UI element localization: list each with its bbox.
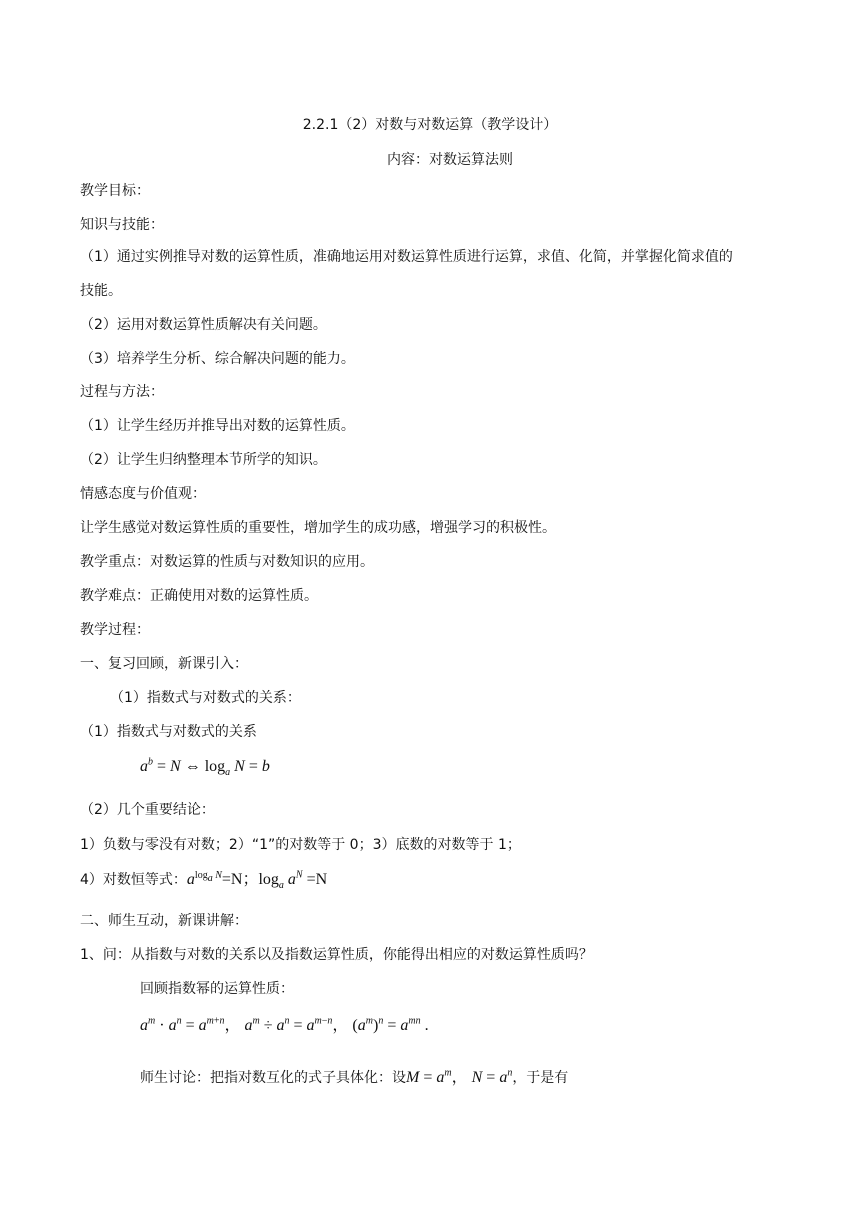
process-label: 教学过程： xyxy=(80,622,150,638)
identity-formula-2: $\log_a a^N$ xyxy=(258,869,303,892)
discussion-prefix: 师生讨论：把指对数互化的式子具体化：设 xyxy=(140,1070,406,1086)
doc-title: 2.2.1（2）对数与对数运算（教学设计） xyxy=(302,117,558,133)
identity-eq-1: =N； xyxy=(221,871,259,888)
knowledge-item-2: （2）运用对数运算性质解决有关问题。 xyxy=(80,317,327,333)
discussion-suffix: ，于是有 xyxy=(512,1070,569,1086)
section-2-heading: 二、师生互动，新课讲解： xyxy=(80,913,248,929)
goals-heading: 教学目标： xyxy=(80,183,150,199)
section-1-item-2: （2）几个重要结论： xyxy=(80,802,215,818)
process-heading: 过程与方法： xyxy=(80,384,164,400)
process-item-2: （2）让学生归纳整理本节所学的知识。 xyxy=(80,452,327,468)
knowledge-item-3: （3）培养学生分析、综合解决问题的能力。 xyxy=(80,351,355,367)
recall-text: 回顾指数幂的运算性质： xyxy=(140,981,294,997)
key-point: 教学重点：对数运算的性质与对数知识的应用。 xyxy=(80,554,374,570)
knowledge-heading: 知识与技能： xyxy=(80,217,164,233)
knowledge-item-1a: （1）通过实例推导对数的运算性质，准确地运用对数运算性质进行运算，求值、化简，并掌握化简求值的 xyxy=(80,249,733,265)
process-item-1: （1）让学生经历并推导出对数的运算性质。 xyxy=(80,418,355,434)
section-1-item-1: （1）指数式与对数式的关系 xyxy=(80,724,257,740)
exponent-rules: $a^m \cdot a^n = a^{m+n}$， $a^m \div a^n = a^{m-n}$， $(a^m)^n = a^{mn}$ . xyxy=(140,1015,429,1034)
section-1-heading: 一、复习回顾，新课引入： xyxy=(80,656,248,672)
identity-prefix: 4）对数恒等式： xyxy=(80,872,187,888)
emotion-heading: 情感态度与价值观： xyxy=(80,486,206,502)
doc-subtitle: 内容：对数运算法则 xyxy=(387,152,513,168)
section-1-indented: （1）指数式与对数式的关系： xyxy=(110,690,301,706)
identity-eq-2: =N xyxy=(306,871,328,888)
log-identity xyxy=(80,870,327,890)
exp-log-relation: $a^b = N$ ⇔ $\log_a N = b$ xyxy=(140,756,270,779)
knowledge-item-1b: 技能。 xyxy=(80,283,122,299)
difficulty: 教学难点：正确使用对数的运算性质。 xyxy=(80,588,318,604)
emotion-text: 让学生感觉对数运算性质的重要性，增加学生的成功感，增强学习的积极性。 xyxy=(80,520,556,536)
conclusions: 1）负数与零没有对数；2）“1”的对数等于 0；3）底数的对数等于 1； xyxy=(80,837,521,853)
discussion xyxy=(140,1068,568,1088)
identity-formula-1: $a^{log_a N}$ xyxy=(186,869,222,888)
question-1: 1、问：从指数与对数的关系以及指数运算性质，你能得出相应的对数运算性质吗？ xyxy=(80,947,593,963)
discussion-formula: $M = a^m$， $N = a^n$ xyxy=(406,1067,513,1086)
